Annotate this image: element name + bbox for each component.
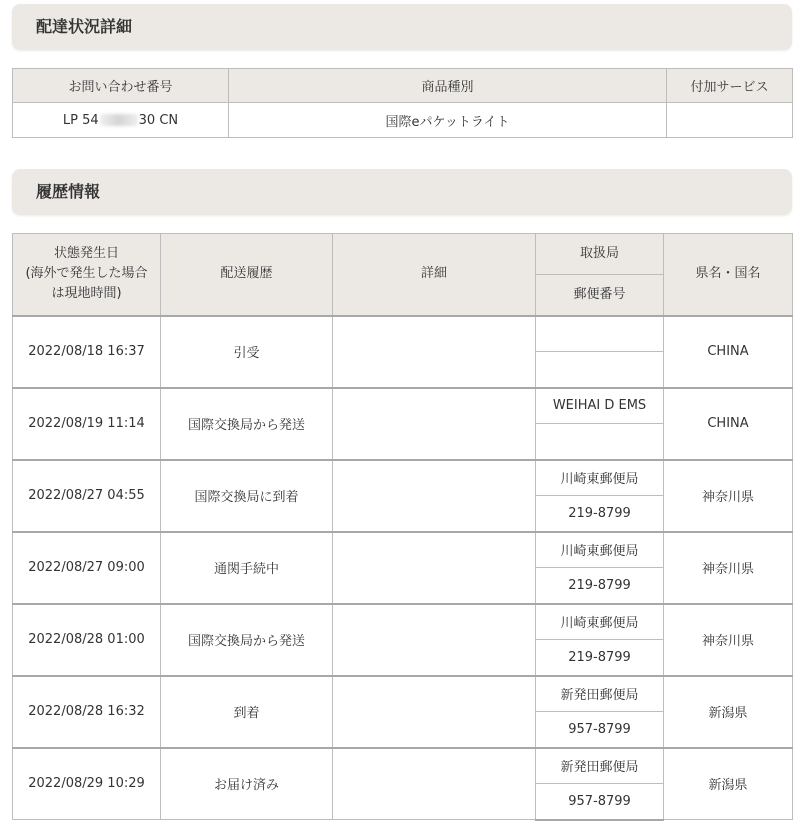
header-detail: 詳細: [333, 234, 536, 316]
history-postal: 219-8799: [536, 496, 664, 532]
header-office: 取扱局: [536, 234, 664, 275]
history-office: [536, 316, 664, 352]
history-postal: 219-8799: [536, 640, 664, 676]
history-status: 到着: [161, 676, 333, 748]
history-region: 新潟県: [664, 676, 793, 748]
history-table: [12, 233, 793, 821]
history-region: CHINA: [664, 388, 793, 460]
history-detail: [333, 316, 536, 388]
header-date: 状態発生日 (海外で発生した場合は現地時間): [13, 234, 161, 316]
header-status: 配送履歴: [161, 234, 333, 316]
history-status: 国際交換局に到着: [161, 460, 333, 532]
history-office: 川崎東郵便局: [536, 532, 664, 568]
delivery-status-heading: 配達状況詳細: [12, 4, 792, 50]
history-date: 2022/08/28 01:00: [13, 604, 161, 676]
delivery-summary-table: [12, 68, 793, 138]
history-status: 引受: [161, 316, 333, 388]
tracking-number-cell: [13, 103, 229, 138]
history-office: 新発田郵便局: [536, 748, 664, 784]
history-detail: [333, 388, 536, 460]
history-date: 2022/08/18 16:37: [13, 316, 161, 388]
product-type-cell: 国際eパケットライト: [229, 103, 667, 138]
history-office: 新発田郵便局: [536, 676, 664, 712]
history-region: 神奈川県: [664, 460, 793, 532]
header-region: 県名・国名: [664, 234, 793, 316]
history-region: 神奈川県: [664, 604, 793, 676]
history-detail: [333, 460, 536, 532]
history-status: 国際交換局から発送: [161, 604, 333, 676]
tracking-number-prefix: LP 54: [62, 112, 99, 128]
history-office: WEIHAI D EMS: [536, 388, 664, 424]
history-date: 2022/08/29 10:29: [13, 748, 161, 820]
history-region: CHINA: [664, 316, 793, 388]
history-date: 2022/08/28 16:32: [13, 676, 161, 748]
redacted-digits: [100, 114, 138, 126]
history-heading: 履歴情報: [12, 169, 792, 215]
history-postal: [536, 352, 664, 388]
history-postal: 957-8799: [536, 784, 664, 820]
history-postal: 219-8799: [536, 568, 664, 604]
history-detail: [333, 748, 536, 820]
history-status: お届け済み: [161, 748, 333, 820]
tracking-number-suffix: 30 CN: [138, 112, 179, 128]
history-office: 川崎東郵便局: [536, 460, 664, 496]
header-extra-service: 付加サービス: [667, 69, 793, 103]
history-office: 川崎東郵便局: [536, 604, 664, 640]
history-region: 新潟県: [664, 748, 793, 820]
history-region: 神奈川県: [664, 532, 793, 604]
header-tracking-number: お問い合わせ番号: [13, 69, 229, 103]
header-postal: 郵便番号: [536, 275, 664, 316]
history-date: 2022/08/27 04:55: [13, 460, 161, 532]
extra-service-cell: [667, 103, 793, 138]
history-date: 2022/08/27 09:00: [13, 532, 161, 604]
history-detail: [333, 676, 536, 748]
history-status: 通関手続中: [161, 532, 333, 604]
header-product-type: 商品種別: [229, 69, 667, 103]
history-postal: [536, 424, 664, 460]
history-postal: 957-8799: [536, 712, 664, 748]
history-status: 国際交換局から発送: [161, 388, 333, 460]
history-detail: [333, 604, 536, 676]
history-detail: [333, 532, 536, 604]
history-date: 2022/08/19 11:14: [13, 388, 161, 460]
